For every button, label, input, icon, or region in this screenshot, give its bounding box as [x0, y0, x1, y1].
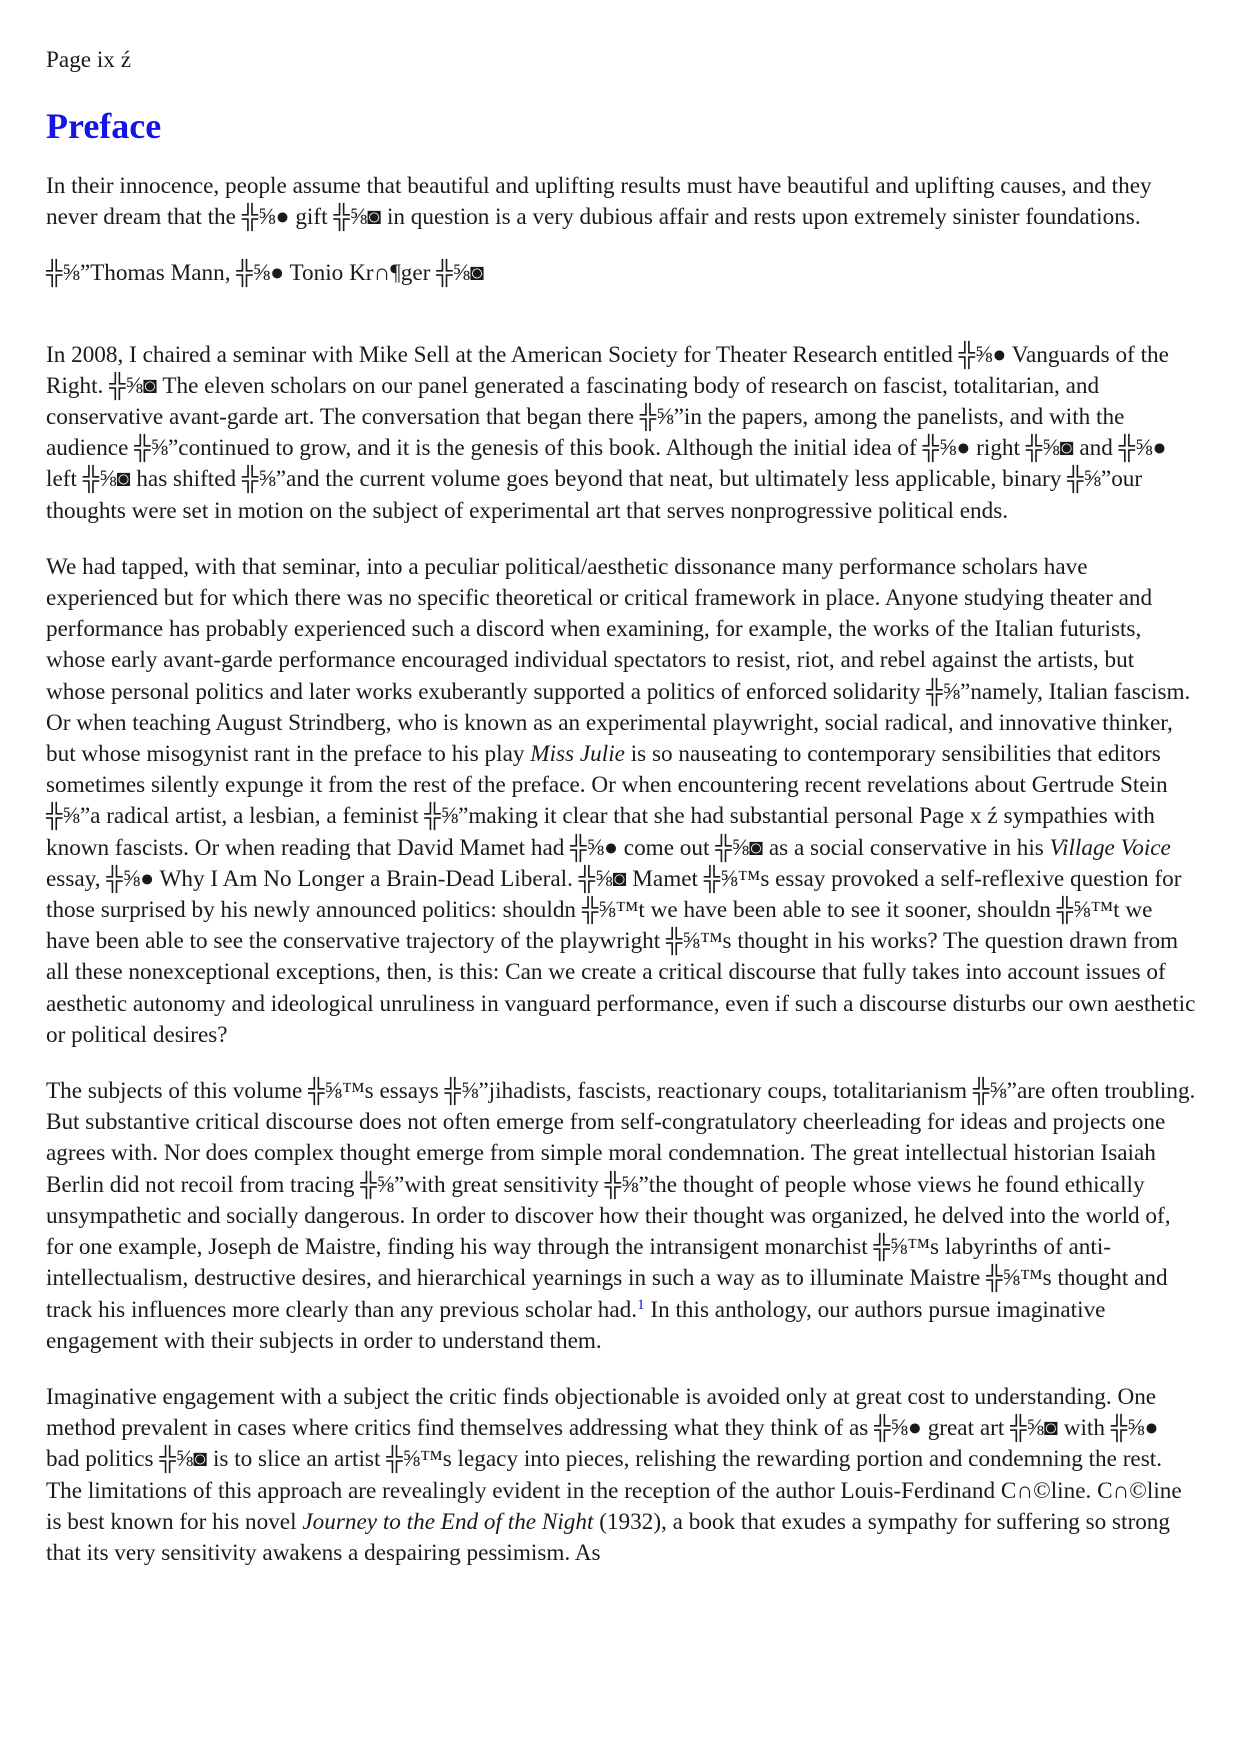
paragraph-text: Imaginative engagement with a subject the critic finds objectionable is avoided only at great cost to understanding. One method prevalent in cases where critics find themselves addressing what they think of as ╬⅝● great art ╬⅝◙ with ╬⅝● bad politics ╬⅝◙ is to slice an artist ╬⅝™s legacy into pieces, relishing the rewarding portion and condemning the rest. The limitations of this approach are revealingly evident in the reception of the author Louis-Ferdinand C∩©line. C∩©line is best known for his novel [46, 1383, 1182, 1535]
paragraph-text: is so nauseating to contemporary sensibilities that editors sometimes silently expunge it from the rest of the preface. Or when encountering recent revelations about Gertrude Stein ╬⅝”a radical artist, a lesbian, a feminist ╬⅝”making it clear that she had substantial personal Page x ź sympathies with known fascists. Or when reading that David Mamet had ╬⅝● come out ╬⅝◙ as a social conservative in his [46, 741, 1168, 861]
paragraph-text: essay, ╬⅝● Why I Am No Longer a Brain-Dead Liberal. ╬⅝◙ Mamet ╬⅝™s essay provoked a self-reflexive question for those surprised by his newly announced politics: shouldn ╬⅝™t we have been able to see it sooner, shouldn ╬⅝™t we have been able to see the conservative trajectory of the playwright ╬⅝™s thought in his works? The question drawn from all these nonexceptional exceptions, then, is this: Can we create a critical discourse that fully takes into account issues of aesthetic autonomy and ideological unruliness in vanguard performance, even if such a discourse disturbs our own aesthetic or political desires? [46, 865, 1196, 1048]
page-marker: Page ix ź [46, 47, 131, 73]
work-title-journey: Journey to the End of the Night [302, 1508, 594, 1535]
footnote-link-1[interactable]: 1 [637, 1296, 645, 1313]
epigraph-source: ╬⅝”Thomas Mann, ╬⅝● Tonio Kr∩¶ger ╬⅝◙ [46, 260, 485, 287]
paragraph-text: The subjects of this volume ╬⅝™s essays ╬⅝”jihadists, fascists, reactionary coups, totalitarianism ╬⅝”are often troubling. But substantive critical discourse does not often emerge from self-congratulatory cheerleading for ideas and projects one agrees with. Nor does complex thought emerge from simple moral condemnation. The great intellectual historian Isaiah Berlin did not recoil from tracing ╬⅝”with great sensitivity ╬⅝”the thought of people whose views he found ethically unsympathetic and socially dangerous. In order to discover how their thought was organized, he delved into the world of, for one example, Joseph de Maistre, finding his way through the intransigent monarchist ╬⅝™s labyrinths of anti-intellectualism, destructive desires, and hierarchical yearnings in such a way as to illuminate Maistre ╬⅝™s thought and track his influences more clearly than any previous scholar had. [46, 1078, 1196, 1323]
paragraph-text: In this anthology, our authors pursue imaginative engagement with their subjects in order to understand them. [46, 1296, 1106, 1354]
epigraph-quote: In their innocence, people assume that beautiful and uplifting results must have beautiful and uplifting causes, and they never dream that the ╬⅝● gift ╬⅝◙ in question is a very dubious affair and rests upon extremely sinister foundations. [46, 173, 1152, 231]
page-title: Preface [46, 106, 162, 146]
body-paragraph-3 [46, 1076, 1196, 1357]
body-paragraph-1: In 2008, I chaired a seminar with Mike Sell at the American Society for Theater Research entitled ╬⅝● Vanguards of the Right. ╬⅝◙ The eleven scholars on our panel generated a fascinating body of research on fascist, totalitarian, and conservative avant-garde art. The conversation that began there ╬⅝”in the papers, among the panelists, and with the audience ╬⅝”continued to grow, and it is the genesis of this book. Although the initial idea of ╬⅝● right ╬⅝◙ and ╬⅝● left ╬⅝◙ has shifted ╬⅝”and the current volume goes beyond that neat, but ultimately less applicable, binary ╬⅝”our thoughts were set in motion on the subject of experimental art that serves nonprogressive political ends. [46, 341, 1169, 524]
work-title-village-voice: Village Voice [1049, 834, 1171, 861]
work-title-miss-julie: Miss Julie [530, 741, 625, 768]
paragraph-text: We had tapped, with that seminar, into a peculiar political/aesthetic dissonance many performance scholars have experienced but for which there was no specific theoretical or critical framework in place. Anyone studying theater and performance has probably experienced such a discord when examining, for example, the works of the Italian futurists, whose early avant-garde performance encouraged individual spectators to resist, riot, and rebel against the artists, but whose personal politics and later works exuberantly supported a politics of enforced solidarity ╬⅝”namely, Italian fascism. Or when teaching August Strindberg, who is known as an experimental playwright, social radical, and innovative thinker, but whose misogynist rant in the preface to his play [46, 553, 1191, 768]
paragraph-text: (1932), a book that exudes a sympathy for suffering so strong that its very sensitivity awakens a despairing pessimism. As [46, 1508, 1170, 1566]
body-paragraph-2 [46, 552, 1196, 1051]
body-paragraph-4 [46, 1382, 1196, 1569]
